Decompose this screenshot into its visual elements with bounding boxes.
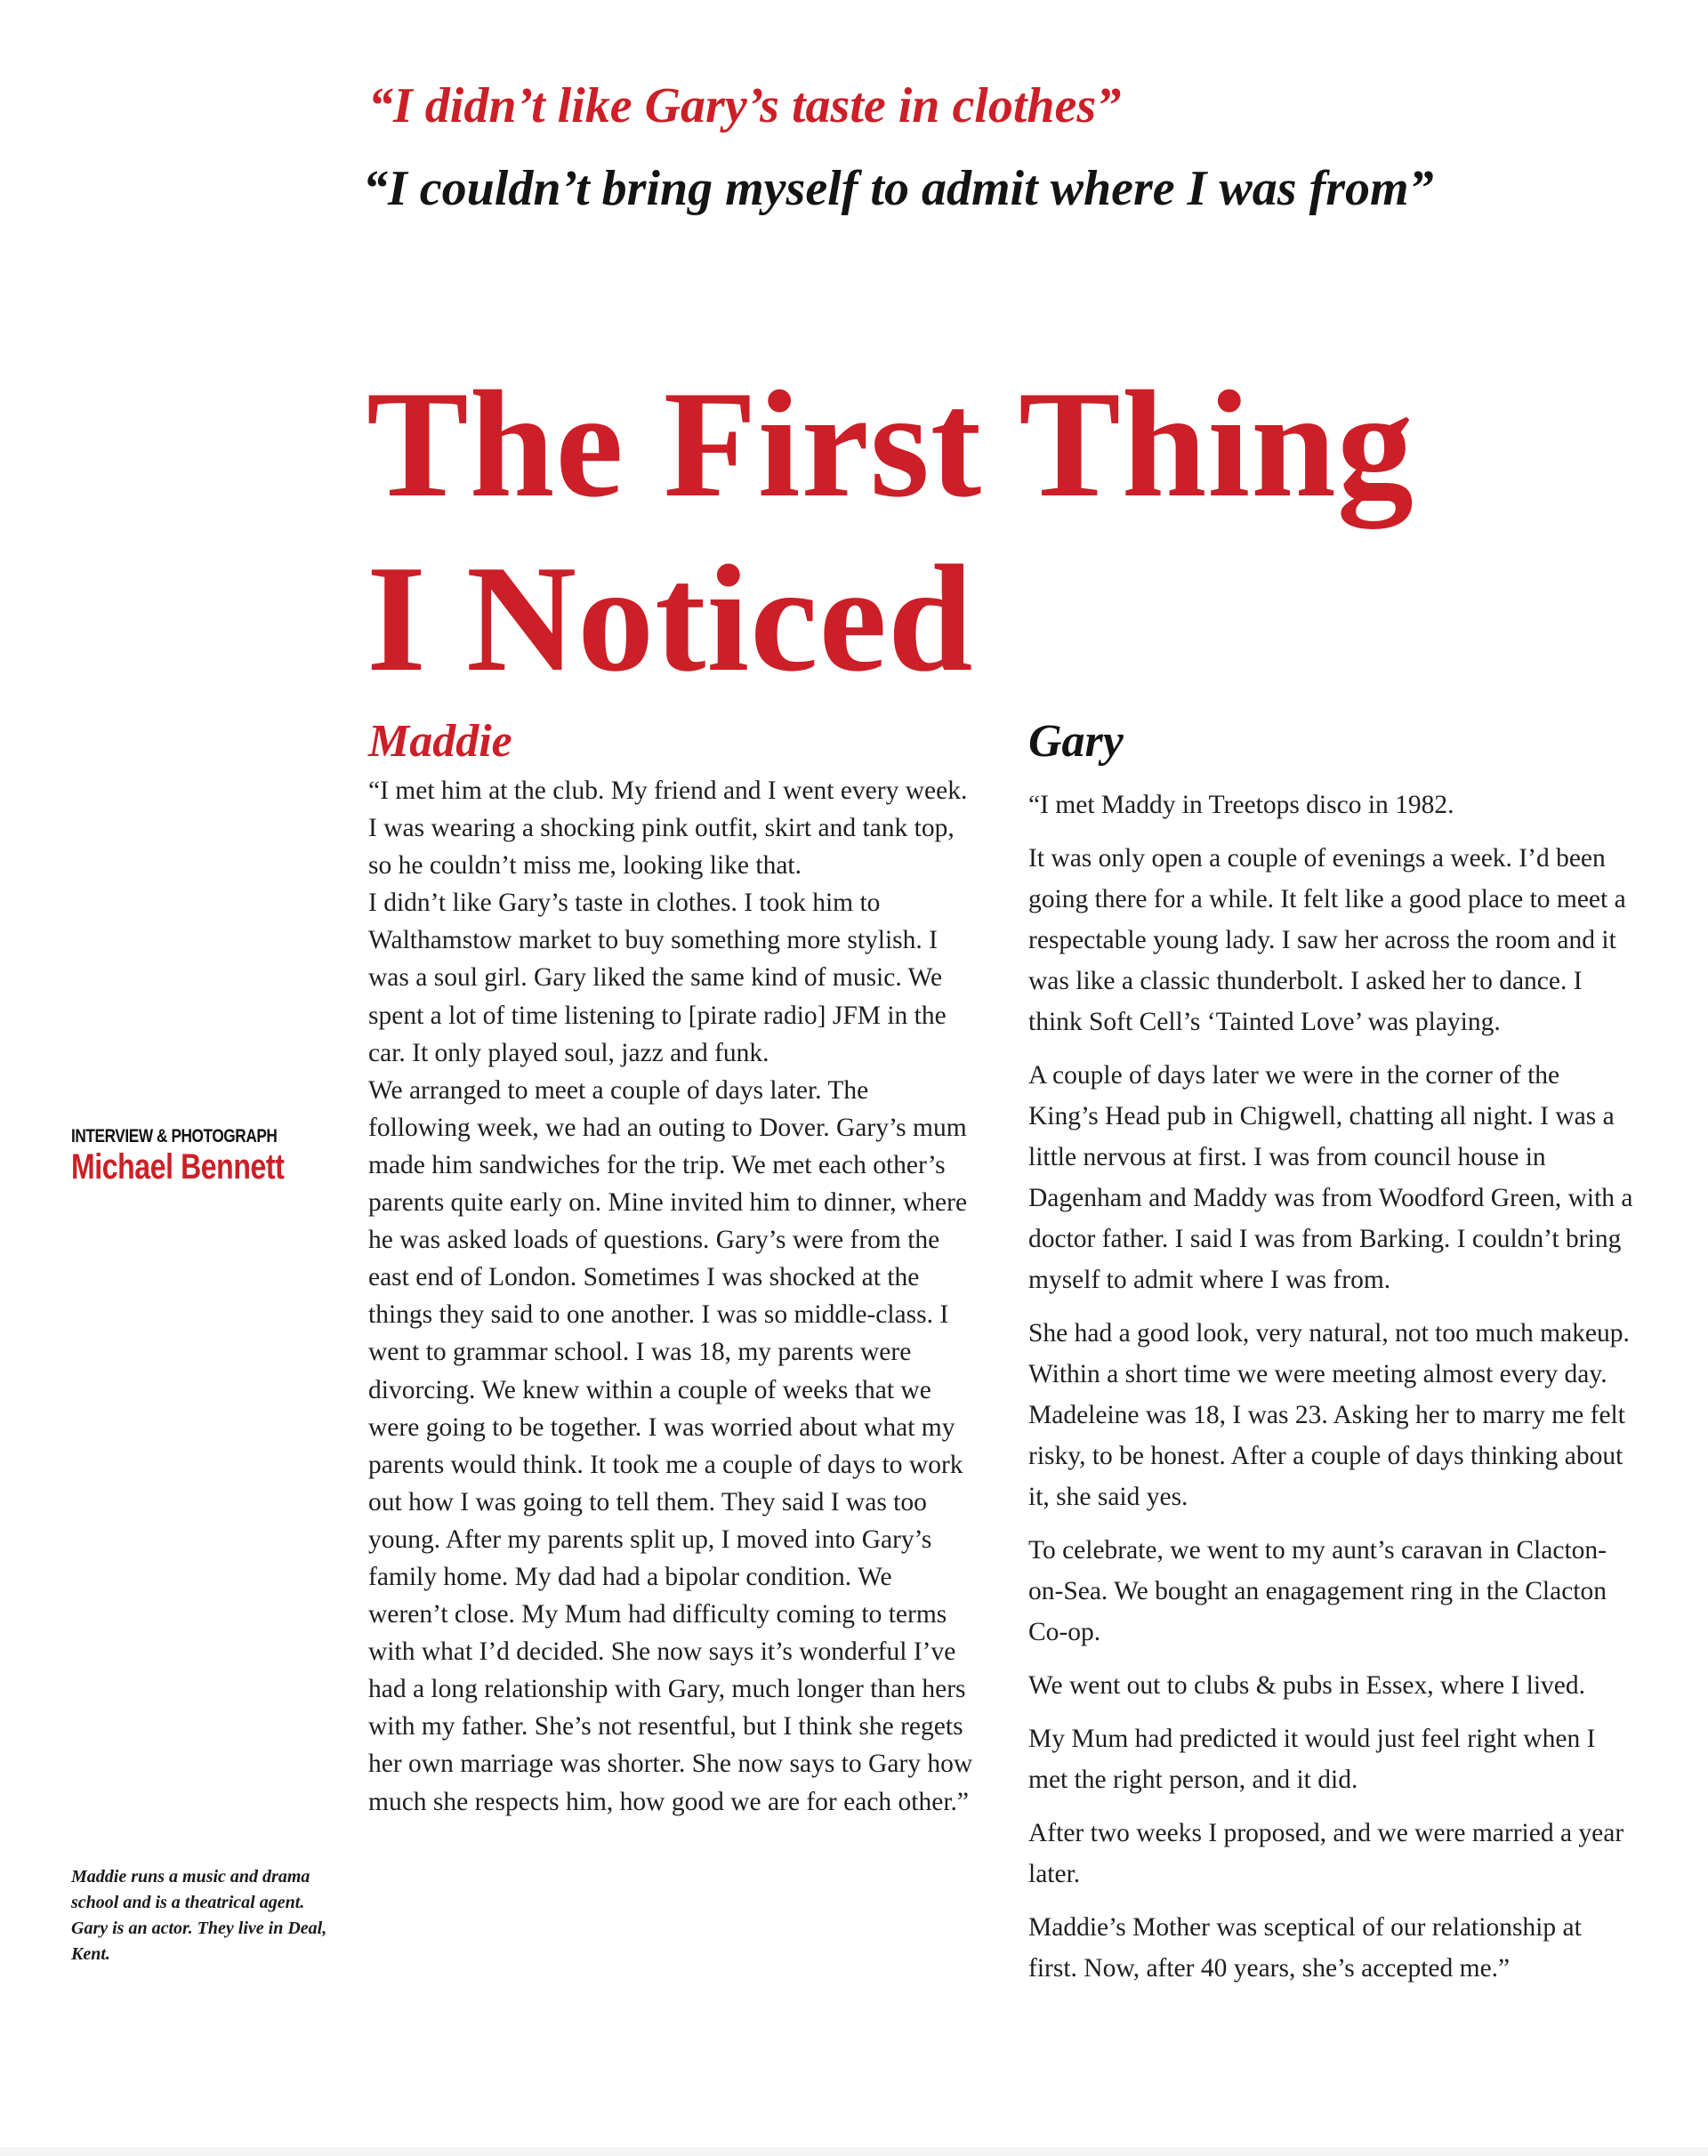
gary-paragraph: To celebrate, we went to my aunt’s caravan in Clacton-on-Sea. We bought an enagagement ring in the Clacton Co-op. [1028, 1536, 1607, 1646]
gary-paragraph: Maddie’s Mother was sceptical of our relationship at first. Now, after 40 years, she’s accepted me.” [1028, 1913, 1582, 1983]
maddie-paragraph: We arranged to meet a couple of days later. The following week, we had an outing to Dover. Gary’s mum made him sandwiches for the trip. We met each other’s parents quite early on. Mine invited him to dinner, where he was asked loads of questions. Gary’s were from the east end of London. Sometimes I was shocked at the things they said to one another. I was so middle-class. I went to grammar school. I was 18, my parents were divorcing. We knew within a couple of weeks that we were going to be together. I was worried about what my parents would think. It took me a couple of days to work out how I was going to tell them. They said I was too young. After my parents split up, I moved into Gary’s family home. My dad had a bipolar condition. We weren’t close. My Mum had difficulty coming to terms with what I’d decided. She now says it’s wonderful I’ve had a long relationship with Gary, much longer than hers with my father. She’s not resentful, but I think she regets her own marriage was shorter. She now says to Gary how much she respects him, how good we are for each other.” [368, 1075, 973, 1816]
maddie-paragraph: I didn’t like Gary’s taste in clothes. I took him to Walthamstow market to buy something more stylish. I was a soul girl. Gary liked the same kind of music. We spent a lot of time listening to [pirate radio] JFM in the car. It only played soul, jazz and funk. [368, 889, 947, 1067]
gary-paragraph: After two weeks I proposed, and we were married a year later. [1028, 1819, 1624, 1888]
byline-label: INTERVIEW & PHOTOGRAPH [71, 1126, 278, 1146]
pull-quote-gary: “I couldn’t bring myself to admit where I was from” [363, 161, 1434, 216]
gary-paragraph: She had a good look, very natural, not too much makeup. Within a short time we were meeting almost every day. Madeleine was 18, I was 23. Asking her to marry me felt risky, to be honest. After a couple of days thinking about it, she said yes. [1028, 1319, 1630, 1511]
gary-paragraph: It was only open a couple of evenings a week. I’d been going there for a while. It felt like a good place to meet a respectable young lady. I saw her across the room and it was like a classic thunderbolt. I asked her to dance. I think Soft Cell’s ‘Tainted Love’ was playing. [1028, 844, 1626, 1036]
gary-heading: Gary [1028, 716, 1124, 767]
gary-paragraph: A couple of days later we were in the corner of the King’s Head pub in Chigwell, chatting all night. I was a little nervous at first. I was from council house in Dagenham and Maddy was from Woodford Green, with a doctor father. I said I was from Barking. I couldn’t bring myself to admit where I was from. [1028, 1061, 1633, 1294]
maddie-heading: Maddie [368, 716, 512, 767]
page-bottom-edge [0, 2147, 1708, 2156]
byline-name: Michael Bennett [71, 1147, 285, 1187]
subject-bio: Maddie runs a music and drama school and is a theatrical agent. Gary is an actor. They live in Deal, Kent. [71, 1867, 327, 1964]
article-title-line-1: The First Thing [367, 360, 1414, 529]
gary-paragraph: My Mum had predicted it would just feel right when I met the right person, and it did. [1028, 1725, 1596, 1794]
article-title [367, 358, 1683, 706]
maddie-column [368, 713, 973, 1821]
byline [71, 1125, 338, 1186]
gary-column [1028, 713, 1633, 1989]
article-title-line-2: I Noticed [367, 535, 974, 704]
gary-paragraph: We went out to clubs & pubs in Essex, where I lived. [1028, 1671, 1586, 1700]
pull-quote-maddie: “I didn’t like Gary’s taste in clothes” [368, 78, 1122, 133]
gary-paragraph: “I met Maddy in Treetops disco in 1982. [1028, 791, 1454, 819]
maddie-paragraph: “I met him at the club. My friend and I went every week. I was wearing a shocking pink outfit, skirt and tank top, so he couldn’t miss me, looking like that. [368, 776, 968, 881]
